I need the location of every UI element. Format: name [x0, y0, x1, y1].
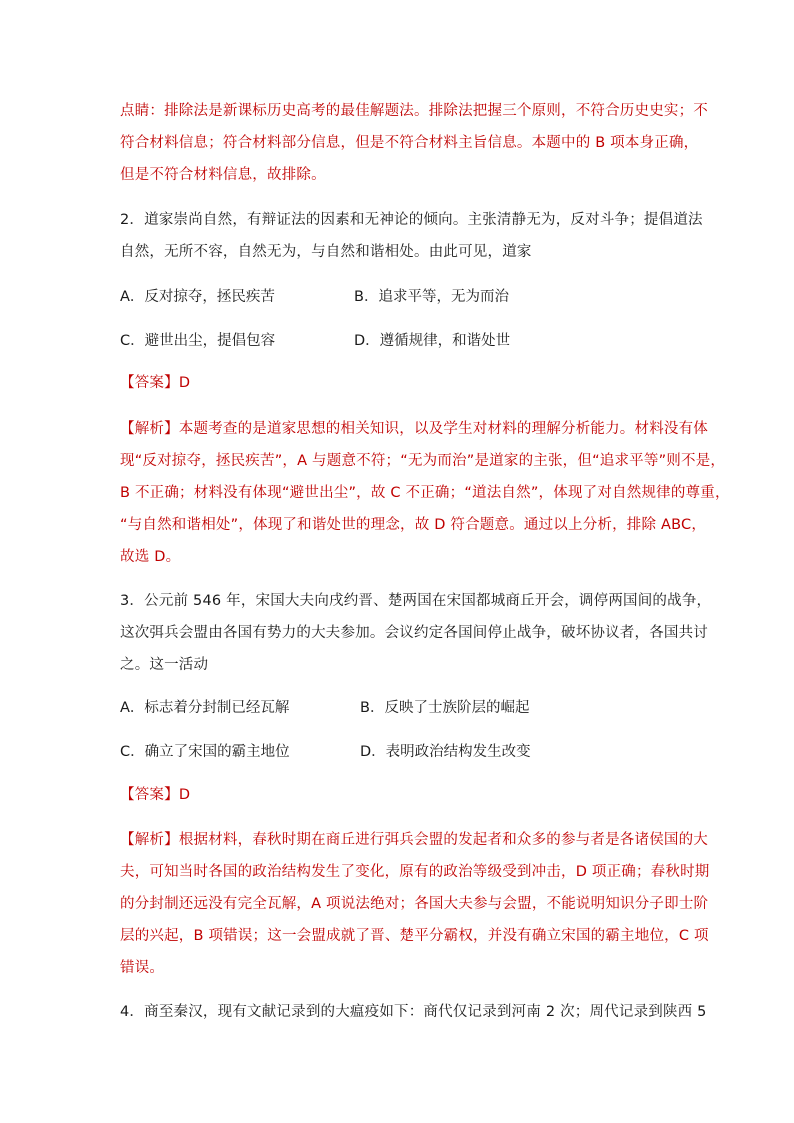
q3-stem-line-2: 这次弭兵会盟由各国有势力的大夫参加。会议约定各国间停止战争，破坏协议者，各国共讨 [120, 625, 708, 641]
q3-analysis-line-1 [120, 830, 708, 850]
q3-analysis-line-2: 夫，可知当时各国的政治结构发生了变化，原有的政治等级受到冲击，D 项正确；春秋时期 [120, 864, 710, 880]
q2-answer [120, 373, 190, 393]
q3-analysis-line-5: 错误。 [120, 960, 165, 976]
q2-stem-line-2: 自然，无所不容，自然无为，与自然和谐相处。由此可见，道家 [120, 244, 532, 260]
q3-option-a: A．标志着分封制已经瓦解 [120, 700, 290, 716]
q2-analysis-tag: 【解析】 [120, 421, 179, 437]
q2-option-d: D．遵循规律，和谐处世 [354, 333, 511, 349]
q2-stem-line-1: 2．道家崇尚自然，有辩证法的因素和无神论的倾向。主张清静无为，反对斗争；提倡道法 [120, 212, 703, 228]
q3-answer-value: D [178, 787, 191, 803]
q2-option-c: C．避世出尘，提倡包容 [120, 333, 276, 349]
q3-analysis-text-1: 根据材料，春秋时期在商丘进行弭兵会盟的发起者和众多的参与者是各诸侯国的大 [178, 832, 709, 848]
q3-analysis-line-4: 层的兴起，B 项错误；这一会盟成就了晋、楚平分霸权，并没有确立宋国的霸主地位，C 项 [120, 928, 709, 944]
q3-answer-tag: 【答案】 [120, 787, 179, 803]
q3-stem-line-1: 3．公元前 546 年，宋国大夫向戌约晋、楚两国在宋国都城商丘开会，调停两国间的战争， [120, 593, 712, 609]
q3-option-c: C．确立了宋国的霸主地位 [120, 744, 290, 760]
hint-line-3: 但是不符合材料信息，故排除。 [120, 167, 326, 183]
hint-line-2: 符合材料信息；符合材料部分信息，但是不符合材料主旨信息。本题中的 B 项本身正确， [120, 135, 699, 151]
q2-analysis-text-1: 本题考查的是道家思想的相关知识，以及学生对材料的理解分析能力。材料没有体 [178, 421, 709, 437]
q3-stem-line-3: 之。这一活动 [120, 657, 209, 673]
q2-option-b: B．追求平等，无为而治 [354, 289, 509, 305]
q3-analysis-tag: 【解析】 [120, 832, 179, 848]
q2-answer-value: D [178, 375, 191, 391]
q3-option-b: B．反映了士族阶层的崛起 [360, 700, 530, 716]
q2-analysis-line-3: B 不正确；材料没有体现“避世出尘”，故 C 不正确；“道法自然”，体现了对自然规律的尊重， [120, 485, 730, 501]
q2-option-a: A．反对掠夺，拯民疾苦 [120, 289, 275, 305]
q4-stem-line-1: 4．商至秦汉，现有文献记录到的大瘟疫如下：商代仅记录到河南 2 次；周代记录到陕西 5 [120, 1004, 707, 1020]
q3-analysis-line-3: 的分封制还远没有完全瓦解，A 项说法绝对；各国大夫参与会盟，不能说明知识分子即士阶 [120, 896, 709, 912]
q2-analysis-line-4: “与自然和谐相处”，体现了和谐处世的理念，故 D 符合题意。通过以上分析，排除 ABC， [120, 517, 707, 533]
q3-answer [120, 785, 190, 805]
hint-line-1: 点睛：排除法是新课标历史高考的最佳解题法。排除法把握三个原则，不符合历史史实；不 [120, 103, 708, 119]
q2-analysis-line-5: 故选 D。 [120, 549, 181, 565]
q3-option-d: D．表明政治结构发生改变 [360, 744, 531, 760]
q2-analysis-line-2: 现“反对掠夺，拯民疾苦”，A 与题意不符；“无为而治”是道家的主张，但“追求平等”则不是， [120, 453, 726, 469]
q2-analysis-line-1 [120, 419, 708, 439]
q2-answer-tag: 【答案】 [120, 375, 179, 391]
